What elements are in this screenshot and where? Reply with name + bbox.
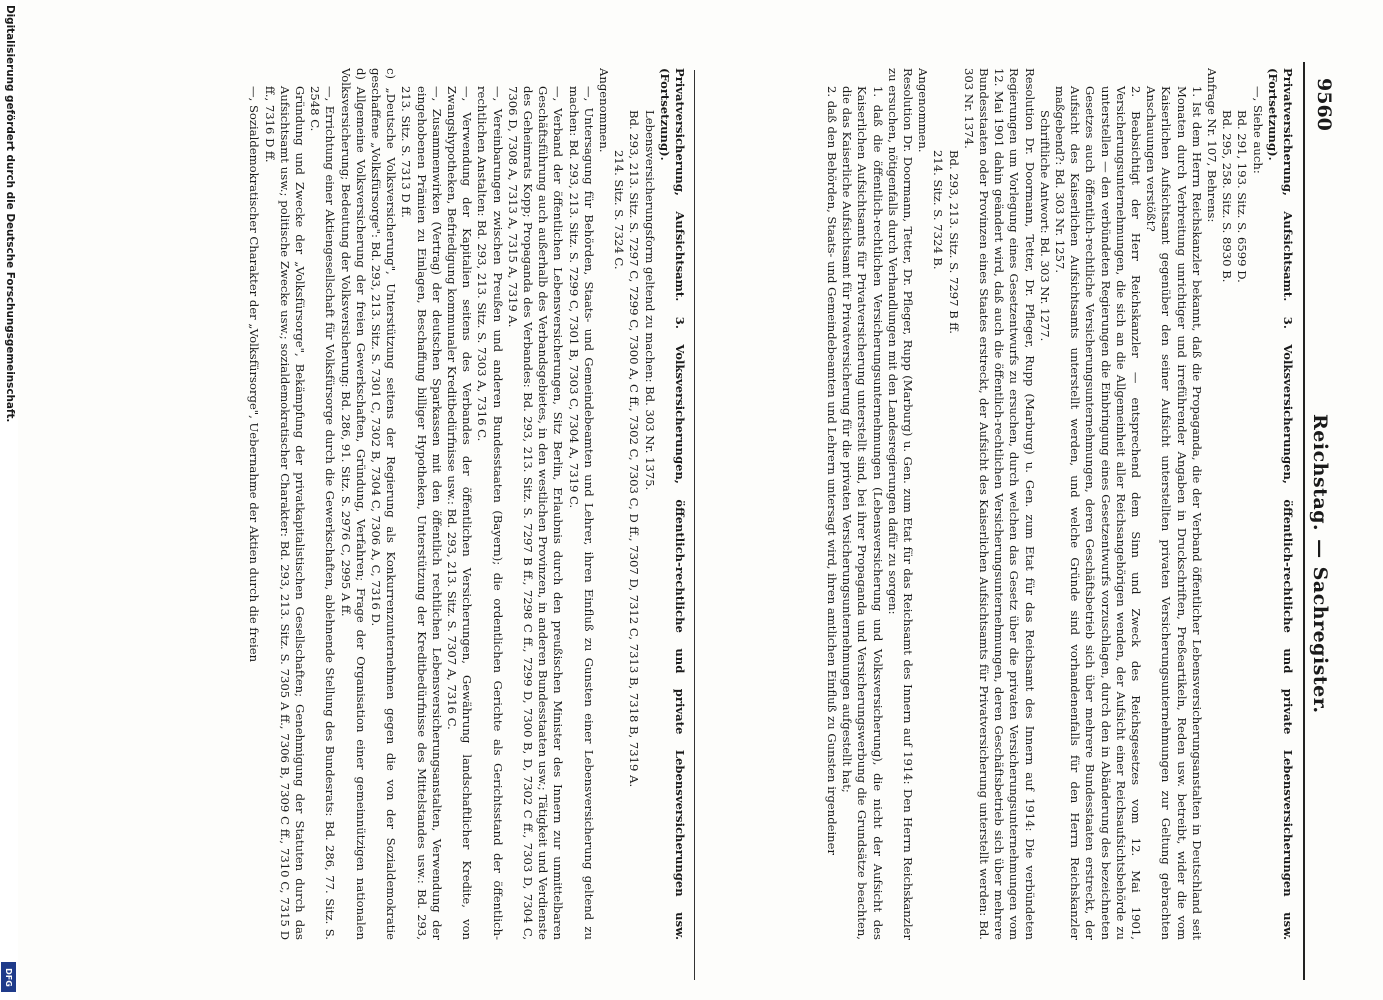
column-left: [699, 68, 1295, 940]
dfg-logo: DFG: [1, 962, 16, 992]
column-right: [87, 68, 687, 940]
index-entry: Anfrage Nr. 107, Behrens:: [1204, 68, 1219, 223]
index-entry: Angenommen.: [916, 68, 931, 153]
index-entry: Bd. 295, 258. Sitz. S. 8930 B.: [1220, 110, 1235, 283]
funding-note: Digitalisierung gefördert durch die Deutsche Forschungsgemeinschaft.: [4, 5, 16, 423]
index-entry: Bd. 291, 193. Sitz. S. 6599 D.: [1235, 110, 1250, 283]
running-head-right: Sachregister.: [1309, 566, 1331, 714]
index-entry: Resolution Dr. Doormann, Tetter, Dr. Pfleger, Rupp (Marburg) u. Gen. zum Etat für das Reichsamt des Innern auf 1914: Den Herrn Reichskanzler zu ersuchen, nötigenfalls durch Verhandlungen mit den Landesregierungen dafür zu sorgen:: [885, 68, 915, 940]
index-entry: —, Zusammenwirken (Vertrag) der deutschen Sparkassen mit den öffentlich rechtlichen Lebensversicherungsanstalten, Verwendung der eingehobenen Prämien zu Einlagen, Beschaffung billiger Hypotheken, Unterstützung der Kreditbedürfnisse des Mittelstandes usw.: Bd. 293, 213. Sitz. S. 7313 D ff.: [399, 86, 444, 940]
running-head-dash: —: [1309, 539, 1331, 559]
index-entry: —, Errichtung einer Aktiengesellschaft für Volksfürsorge durch die Gewerkschaften, ablehnende Stellung des Bundesrats: Bd. 286, 77. Sitz. S. 2548 C.: [308, 86, 338, 940]
index-entry: Bd. 293, 213. Sitz. S. 7297 C, 7299 C, 7300 A, C ff., 7302 C, 7303 C, D ff., 7307 D, 7312 C, 7313 B, 7318 B, 7319 A.: [627, 110, 642, 788]
index-entry: —, Verband der öffentlichen Lebensversicherungen, Sitz Berlin, Erlaubnis durch den preußischen Minister des Innern zur unmittelbaren Geschäftsführung auch außerhalb des Verbandsgebietes, in den westlichen Provinzen, in anderen Bundesstaaten usw.; Tätigkeit und Verdienste des Geheimrats Kopp; Propaganda des Verbandes: Bd. 293, 213. Sitz. S. 7297 B ff., 7298 C ff., 7299 D, 7300 B, D, 7302 C ff., 7303 D, 7304 C, 7306 D, 7308 A, 7313 A, 7315 A, 7319 A.: [505, 86, 566, 940]
column-divider: [694, 70, 695, 980]
index-entry: —, Untersagung für Behörden, Staats- und Gemeindebeamten und Lehrer, ihren Einfluß zu Gunsten einer Lebensversicherung geltend zu machen: Bd. 293, 213. Sitz. S. 7299 C, 7301 B, 7303 C, 7304 A, 7319 C.: [566, 86, 596, 940]
index-entry: 2. daß den Behörden, Staats- und Gemeindebeamten und Lehrern untersagt wird, ihren amtlichen Einfluß zu Gunsten irgendeiner: [824, 86, 839, 856]
index-entry: —, Verwendung der Kapitalien seitens des Verbandes der öffentlichen Versicherungen, Gewährung landschaftlicher Kredite, von Zwangshypotheken, Befriedigung kommunaler Kreditbedürfnisse usw.: Bd. 293, 213. Sitz. S. 7307 A, 7316 C.: [444, 86, 475, 940]
index-entry: Lebensversicherungsform geltend zu machen: Bd. 303 Nr. 1375.: [642, 110, 657, 491]
index-entry: d) Allgemeine Volksversicherung der freien Gewerkschaften, Gründung, Verfahren; Frage der Organisation einer gemeinnützigen nationalen Volksversicherung; Bedeutung der Volksversicherung: Bd. 286, 91. Sitz. S. 2976 C, 2995 A ff.: [338, 68, 368, 940]
index-entry: Bd. 293, 213. Sitz. S. 7297 B ff.: [946, 150, 961, 334]
index-entry: c) „Deutsche Volksversicherung", Unterstützung seitens der Regierung als Konkurrenzunternehmen gegen die von der Sozialdemokratie geschaffene „Volksfürsorge": Bd. 293, 213. Sitz. S. 7301 C, 7302 B, 7304 C, 7306 A, C, 7316 D.: [368, 68, 399, 940]
index-entry: 2. Beabsichtigt der Herr Reichskanzler — entsprechend dem Sinn und Zweck des Reichsgesetzes vom 12. Mai 1901, Versicherungsunternehmungen, die sich an die Allgemeinheit aller Reichsangehörigen wenden, der Aufsicht einer Reichsaufsichtsbehörde zu unterstellen — den verbündeten Regierungen die Einbringung eines Gesetzentwurfs vorzuschlagen, durch den in Abänderung des bezeichneten Gesetzes auch öffentlich-rechtliche Versicherungsunternehmungen, deren Geschäftsbetrieb sich über mehrere Bundesstaaten erstreckt, der Aufsicht des Kaiserlichen Aufsichtsamts unterstellt werden, und welche Gründe sind vorhandenenfalls für den Herrn Reichskanzler maßgebend?: Bd. 303 Nr. 1257.: [1052, 86, 1143, 940]
index-entry: 1. Ist dem Herrn Reichskanzler bekannt, daß die Propaganda, die der Verband öffentlicher Lebensversicherungsanstalten in Deutschland seit Monaten durch Verbreitung unrichtiger und irreführender Angaben in Druckschriften, Preßeartikeln, Reden usw. betreibt, wider die vom Kaiserlichen Aufsichtsamt gegenüber den seiner Aufsicht unterstellten privaten Versicherungsunternehmungen zur Geltung gebrachten Anschauungen verstößt?: [1144, 86, 1204, 940]
running-head-left: Reichstag.: [1309, 414, 1331, 532]
index-entry: —, Sozialdemokratischer Charakter der „Volksfürsorge", Uebernahme der Aktien durch die freien: [247, 86, 262, 663]
page-number: 9560: [1313, 78, 1335, 131]
index-entry: —, Siehe auch:: [1250, 86, 1265, 174]
index-entry: 214. Sitz. S. 7324 B.: [931, 150, 946, 270]
index-entry: Angenommen.: [596, 68, 611, 153]
index-entry: 1. daß die öffentlich-rechtlichen Versicherungsunternehmungen (Lebensversicherung und Volksversicherung), die nicht der Aufsicht des Kaiserlichen Aufsichtsamts für Privatversicherung unterstellt sind, bei ihrer Propaganda und Versicherungswerbung die Grundsätze beachten, die das Kaiserliche Aufsichtsamt für Privatversicherung für die privaten Versicherungsunternehmungen aufgestellt hat;: [840, 86, 885, 940]
running-head: [1309, 410, 1331, 718]
index-entry: Gründung und Zwecke der „Volksfürsorge", Bekämpfung der privatkapitalistischen Gesellschaften; Genehmigung der Statuten durch das Aufsichtsamt usw.; politische Zwecke usw.; sozialdemokratischer Charakter: Bd. 293, 213. Sitz. S. 7305 A ff., 7306 B, 7309 C ff., 7310 C, 7315 D ff., 7316 D ff.: [262, 86, 307, 940]
index-entry: Schriftliche Antwort: Bd. 303 Nr. 1277.: [1037, 110, 1052, 342]
index-entry: Privatversicherung, Aufsichtsamt. 3. Volksversicherungen, öffentlich-rechtliche und private Lebensversicherungen usw. (Fortsetzung).: [1265, 68, 1295, 940]
index-entry: Resolution Dr. Doormann, Tetter, Dr. Pfleger, Rupp (Marburg) u. Gen. zum Etat für das Reichsamt des Innern auf 1914: Die verbündeten Regierungen um Vorlegung eines Gesetzentwurfs zu ersuchen, durch welchen das Gesetz über die privaten Versicherungsunternehmungen vom 12. Mai 1901 dahin geändert wird, daß auch die öffentlich-rechtlichen Versicherungsunternehmungen, deren Geschäftsbetrieb sich über mehrere Bundesstaaten oder Provinzen eines Staates erstreckt, der Aufsicht des Kaiserlichen Aufsichtsamts für Privatversicherung unterstellt werden: Bd. 303 Nr. 1374.: [961, 68, 1037, 940]
index-entry: 214. Sitz. S. 7324 C.: [612, 150, 627, 270]
index-entry: —, Vereinbarungen zwischen Preußen und anderen Bundesstaaten (Bayern); die ordentlichen Gerichte als Gerichtsstand der öffentlich-rechtlichen Anstalten: Bd. 293, 213. Sitz. S. 7303 A, 7316 C.: [475, 86, 505, 940]
header-rule: [1303, 62, 1305, 980]
index-entry: Privatversicherung, Aufsichtsamt. 3. Volksversicherungen, öffentlich-rechtliche und private Lebensversicherungen usw. (Fortsetzung).: [657, 68, 687, 940]
